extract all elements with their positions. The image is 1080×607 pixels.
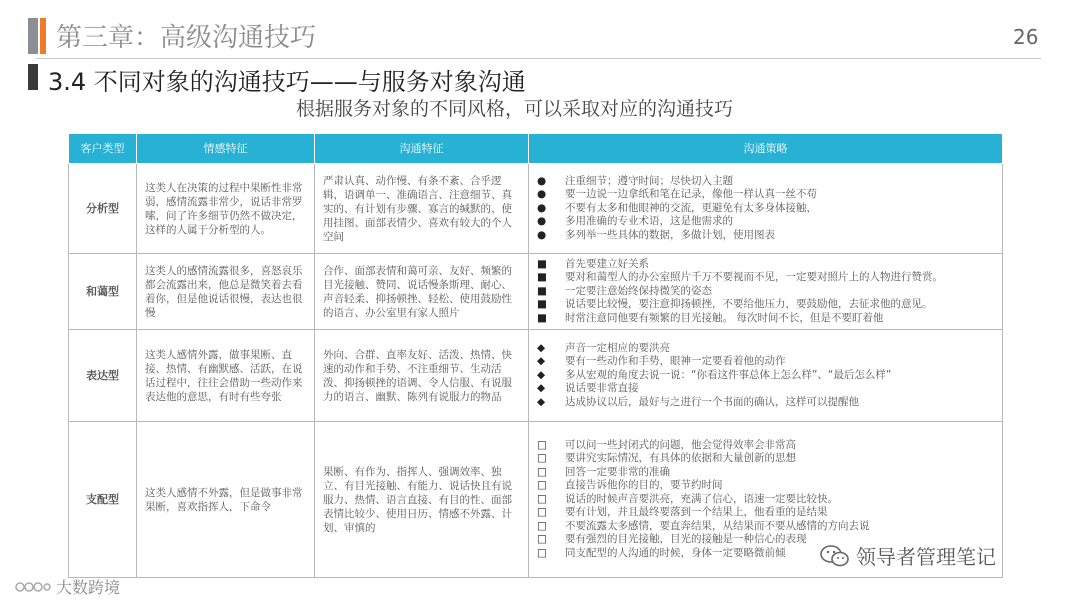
hollow-square-bullet-icon: □	[537, 438, 547, 451]
hollow-square-bullet-icon: □	[537, 452, 547, 465]
strategy-list	[537, 342, 994, 410]
strategy-cell	[529, 330, 1003, 422]
header-strategy: 沟通策略	[529, 134, 1003, 164]
hollow-square-bullet-icon: □	[537, 492, 547, 505]
strategy-item	[537, 342, 994, 356]
emotion-cell: 这类人感情不外露，但是做事非常果断，喜欢指挥人，下命令	[137, 422, 315, 578]
watermark-left	[14, 575, 120, 598]
slide-subtitle: 根据服务对象的不同风格，可以采取对应的沟通技巧	[296, 98, 734, 120]
table-row	[69, 164, 1003, 254]
strategy-text: 同支配型的人沟通的时候，身体一定要略微前倾	[565, 546, 786, 559]
table-header-row	[69, 134, 1003, 164]
strategy-item	[537, 520, 994, 534]
strategy-item	[537, 285, 994, 299]
strategy-text: 要一边说一边拿纸和笔在记录，像他一样认真一丝不苟	[565, 188, 817, 201]
strategy-text: 不要流露太多感情，要直奔结果，从结果而不要从感情的方向去说	[565, 519, 870, 532]
strategy-item	[537, 369, 994, 383]
strategy-item	[537, 479, 994, 493]
strategy-text: 回答一定要非常的准确	[565, 465, 670, 478]
hollow-square-bullet-icon: □	[537, 465, 547, 478]
strategy-text: 说话要非常直接	[565, 382, 639, 395]
strategy-text: 多从宏观的角度去说一说：“你看这件事总体上怎么样”、“最后怎么样”	[565, 368, 892, 381]
strategy-text: 要有计划，并且最终要落到一个结果上，他看重的是结果	[565, 506, 828, 519]
section-title: 3.4 不同对象的沟通技巧——与服务对象沟通	[48, 68, 526, 96]
strategy-item	[537, 271, 994, 285]
hollow-square-bullet-icon: □	[537, 546, 547, 559]
header-divider	[36, 58, 1041, 59]
customer-type-cell: 分析型	[69, 164, 137, 254]
diamond-bullet-icon: ◆	[537, 395, 546, 408]
emotion-cell: 这类人感情外露，做事果断、直接、热情、有幽默感、活跃，在说话过程中，往往会借助一些动作来表达他的意思，有时有些夸张	[137, 330, 315, 422]
strategy-text: 要对和蔼型人的办公室照片千万不要视而不见，一定要对照片上的人物进行赞赏。	[565, 271, 943, 284]
communication-cell: 果断、有作为、指挥人、强调效率、独立、有目光接触、有能力、说话快且有说服力、热情、语言直接、有目的性、面部表情比较少、使用日历、情感不外露、计划、审慎的	[315, 422, 529, 578]
header-communication: 沟通特征	[315, 134, 529, 164]
strategy-text: 直接告诉他你的目的，要节约时间	[565, 479, 723, 492]
table-row	[69, 254, 1003, 330]
diamond-bullet-icon: ◆	[537, 382, 546, 395]
customer-type-cell: 支配型	[69, 422, 137, 578]
communication-cell: 合作、面部表情和蔼可亲、友好、频繁的目光接触、赞同、说话慢条斯理、耐心、声音轻柔、抑扬顿挫、轻松、使用鼓励性的语言、办公室里有家人照片	[315, 254, 529, 330]
circle-bullet-icon: ●	[537, 188, 547, 201]
watermark-left-text: 大数跨境	[56, 578, 121, 597]
strategy-item	[537, 355, 994, 369]
watermark-right	[820, 541, 996, 570]
diamond-bullet-icon: ◆	[537, 368, 546, 381]
emotion-cell: 这类人在决策的过程中果断性非常弱，感情流露非常少，说话非常罗嗦，问了许多细节仍然不做决定，这样的人属于分析型的人。	[137, 164, 315, 254]
diamond-bullet-icon: ◆	[537, 341, 546, 354]
watermark-right-text: 领导者管理笔记	[856, 545, 996, 569]
strategy-text: 声音一定相应的要洪亮	[565, 341, 670, 354]
circle-bullet-icon: ●	[537, 215, 547, 228]
hollow-square-bullet-icon: □	[537, 533, 547, 546]
square-bullet-icon: ■	[537, 271, 547, 284]
strategy-text: 可以问一些封闭式的问题，他会觉得效率会非常高	[565, 438, 796, 451]
strategy-item	[537, 215, 994, 229]
strategy-text: 一定要注意始终保持微笑的姿态	[565, 284, 712, 297]
circle-bullet-icon: ●	[537, 174, 547, 187]
strategy-item	[537, 312, 994, 326]
strategy-text: 不要有太多和他眼神的交流，更避免有太多身体接触，	[565, 201, 817, 214]
circle-bullet-icon: ●	[537, 201, 547, 214]
strategy-list	[537, 175, 994, 243]
strategy-item	[537, 258, 994, 272]
strategy-text: 多用准确的专业术语，这是他需求的	[565, 215, 733, 228]
header-accent-dark	[28, 18, 38, 54]
header-emotion: 情感特征	[137, 134, 315, 164]
strategy-item	[537, 202, 994, 216]
strategy-text: 多列举一些具体的数据，多做计划，使用图表	[565, 228, 775, 241]
strategy-item	[537, 439, 994, 453]
chapter-title: 第三章：高级沟通技巧	[56, 23, 317, 53]
strategy-item	[537, 298, 994, 312]
page-number: 26	[1013, 25, 1039, 49]
header-accent-orange	[40, 18, 46, 54]
communication-cell: 严肃认真、动作慢、有条不紊、合乎逻辑，语调单一、准确语言、注意细节、真实的、有计划有步骤、寡言的缄默的、使用挂图、面部表情少、喜欢有较大的个人空间	[315, 164, 529, 254]
header-customer-type: 客户类型	[69, 134, 137, 164]
wechat-icon	[820, 544, 850, 568]
brand-logo-icon	[14, 577, 52, 597]
strategy-text: 注重细节；遵守时间；尽快切入主题	[565, 174, 733, 187]
strategy-item	[537, 466, 994, 480]
customer-type-table	[68, 133, 1003, 578]
strategy-item	[537, 396, 994, 410]
strategy-item	[537, 506, 994, 520]
circle-bullet-icon: ●	[537, 228, 547, 241]
strategy-text: 时常注意同他要有频繁的目光接触。 每次时间不长，但是不要盯着他	[565, 311, 884, 324]
strategy-list	[537, 258, 994, 326]
strategy-item	[537, 452, 994, 466]
hollow-square-bullet-icon: □	[537, 519, 547, 532]
communication-cell: 外向、合群、直率友好、活泼、热情、快速的动作和手势、不注重细节、生动活泼、抑扬顿挫的语调、令人信服、有说服力的语言、幽默、陈列有说服力的物品	[315, 330, 529, 422]
strategy-item	[537, 382, 994, 396]
strategy-text: 首先要建立好关系	[565, 257, 649, 270]
emotion-cell: 这类人的感情流露很多，喜怒哀乐都会流露出来，他总是微笑着去看着你，但是他说话很慢，表达也很慢	[137, 254, 315, 330]
strategy-item	[537, 175, 994, 189]
strategy-text: 要讲究实际情况，有具体的依据和大量创新的思想	[565, 452, 796, 465]
square-bullet-icon: ■	[537, 257, 547, 270]
strategy-item	[537, 493, 994, 507]
hollow-square-bullet-icon: □	[537, 506, 547, 519]
customer-type-cell: 表达型	[69, 330, 137, 422]
strategy-cell	[529, 254, 1003, 330]
strategy-cell	[529, 164, 1003, 254]
strategy-item	[537, 188, 994, 202]
customer-type-cell: 和蔼型	[69, 254, 137, 330]
strategy-text: 说话要比较慢，要注意抑扬顿挫，不要给他压力，要鼓励他，去征求他的意见。	[565, 298, 933, 311]
section-marker	[28, 64, 38, 90]
strategy-item	[537, 229, 994, 243]
strategy-text: 达成协议以后，最好与之进行一个书面的确认，这样可以提醒他	[565, 395, 859, 408]
square-bullet-icon: ■	[537, 311, 547, 324]
strategy-text: 说话的时候声音要洪亮，充满了信心，语速一定要比较快。	[565, 492, 838, 505]
strategy-text: 要有强烈的目光接触，目光的接触是一种信心的表现	[565, 533, 807, 546]
hollow-square-bullet-icon: □	[537, 479, 547, 492]
strategy-text: 要有一些动作和手势，眼神一定要看着他的动作	[565, 355, 786, 368]
table-row	[69, 330, 1003, 422]
diamond-bullet-icon: ◆	[537, 355, 546, 368]
square-bullet-icon: ■	[537, 298, 547, 311]
square-bullet-icon: ■	[537, 284, 547, 297]
